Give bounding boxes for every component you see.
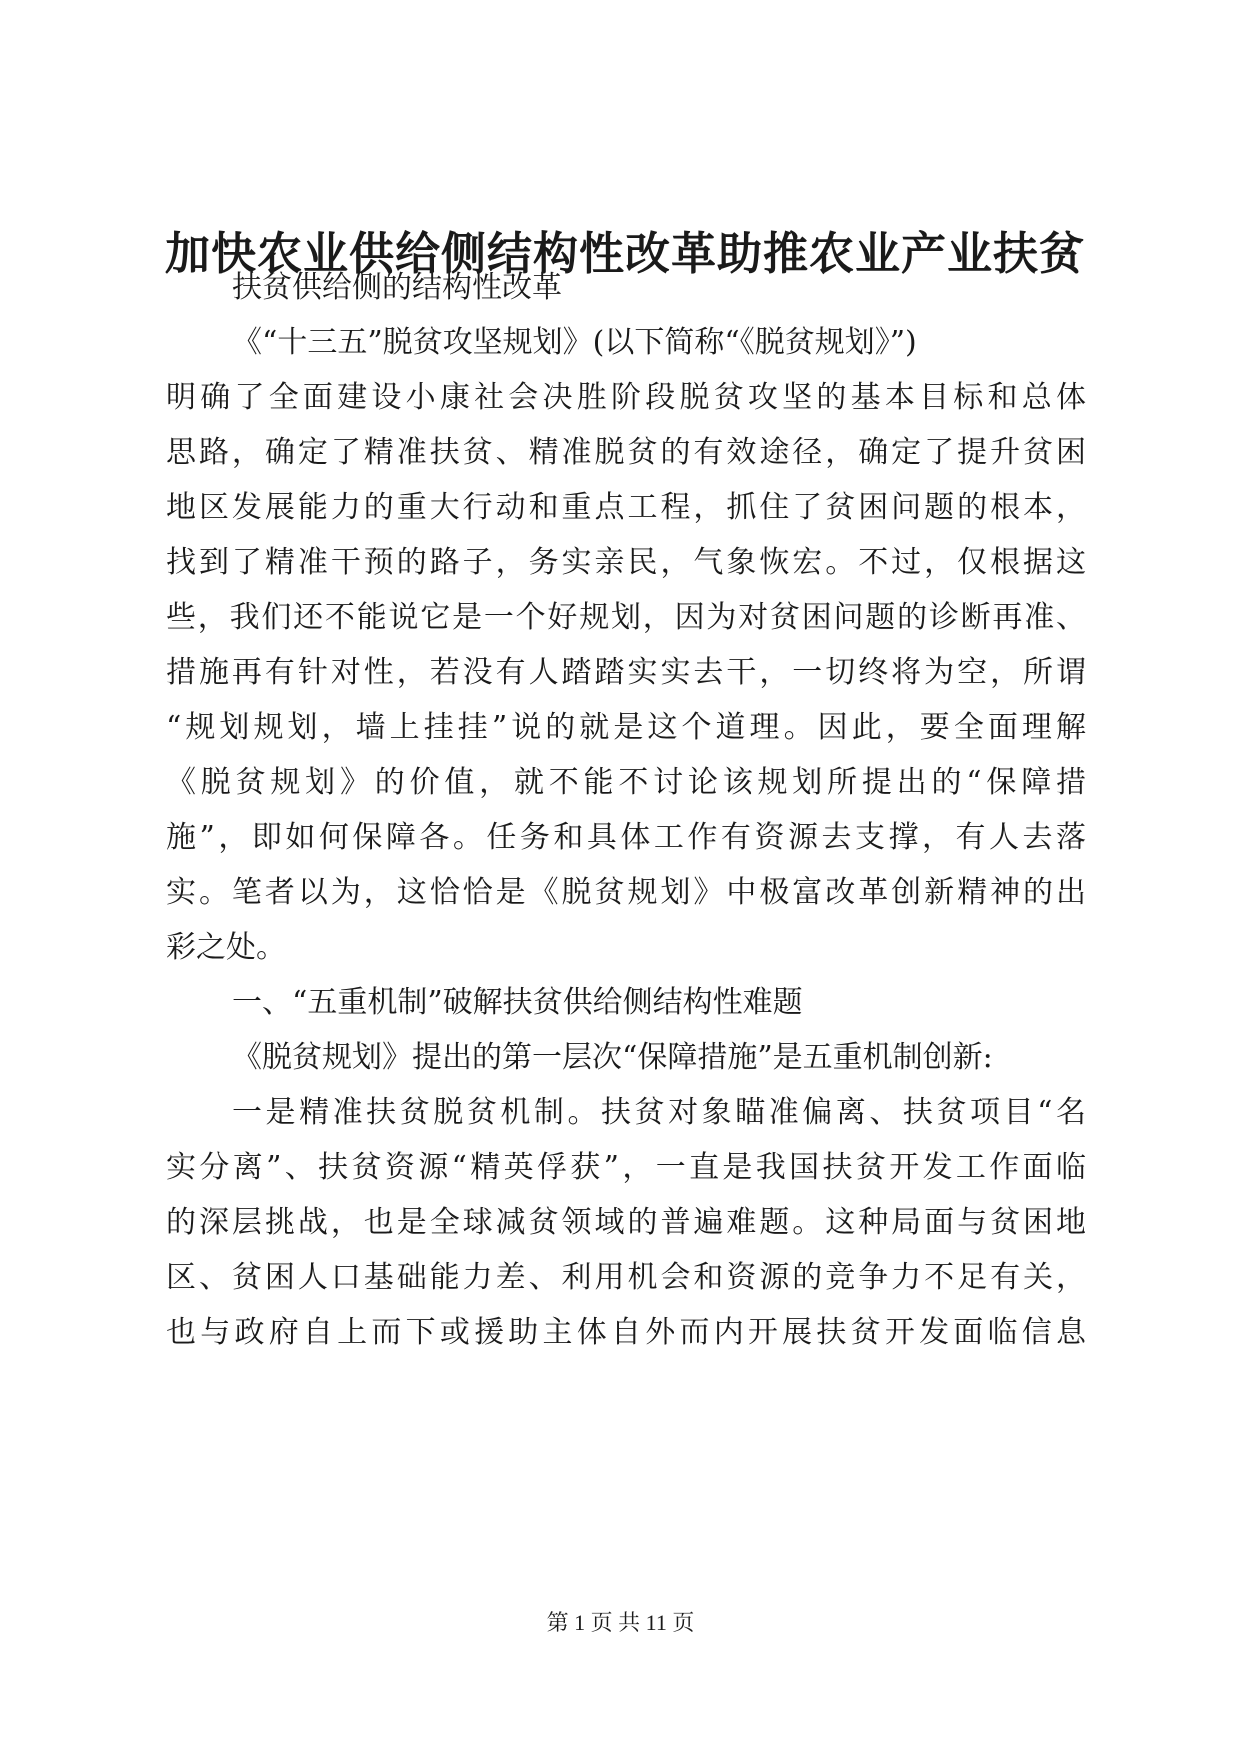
body-line: 实。笔者以为，这恰恰是《脱贫规划》中极富改革创新精神的出 <box>166 875 1086 910</box>
body-line: 区、贫困人口基础能力差、利用机会和资源的竞争力不足有关， <box>166 1260 1086 1295</box>
body-line: 的深层挑战，也是全球减贫领域的普遍难题。这种局面与贫困地 <box>166 1205 1086 1240</box>
body-line: 明确了全面建设小康社会决胜阶段脱贫攻坚的基本目标和总体 <box>166 380 1086 415</box>
body-line: 实分离”、扶贫资源“精英俘获”，一直是我国扶贫开发工作面临 <box>166 1150 1086 1185</box>
body-line: 彩之处。 <box>166 930 286 965</box>
body-line: 也与政府自上而下或援助主体自外而内开展扶贫开发面临信息 <box>166 1315 1086 1350</box>
body-line: 一是精准扶贫脱贫机制。扶贫对象瞄准偏离、扶贫项目“名 <box>232 1095 1086 1130</box>
subtitle-line: 扶贫供给侧的结构性改革 <box>232 270 562 305</box>
body-line: 找到了精准干预的路子，务实亲民，气象恢宏。不过，仅根据这 <box>166 545 1086 580</box>
body-line: 措施再有针对性，若没有人踏踏实实去干，一切终将为空，所谓 <box>166 655 1086 690</box>
body-line: 《“十三五”脱贫攻坚规划》(以下简称“《脱贫规划》”) <box>232 325 917 360</box>
body-line: 《脱贫规划》提出的第一层次“保障措施”是五重机制创新: <box>232 1040 993 1075</box>
body-line: 施”，即如何保障各。任务和具体工作有资源去支撑，有人去落 <box>166 820 1086 855</box>
section-heading: 一、“五重机制”破解扶贫供给侧结构性难题 <box>232 985 803 1020</box>
page-number-footer: 第 1 页 共 11 页 <box>546 1610 695 1635</box>
body-line: “规划规划，墙上挂挂”说的就是这个道理。因此，要全面理解 <box>166 710 1086 745</box>
body-line: 思路，确定了精准扶贫、精准脱贫的有效途径，确定了提升贫困 <box>166 435 1086 470</box>
document-title: 加快农业供给侧结构性改革助推农业产业扶贫 <box>165 227 1086 280</box>
body-line: 地区发展能力的重大行动和重点工程，抓住了贫困问题的根本， <box>166 490 1086 525</box>
body-line: 《脱贫规划》的价值，就不能不讨论该规划所提出的“保障措 <box>166 765 1086 800</box>
body-line: 些，我们还不能说它是一个好规划，因为对贫困问题的诊断再准、 <box>166 600 1086 635</box>
